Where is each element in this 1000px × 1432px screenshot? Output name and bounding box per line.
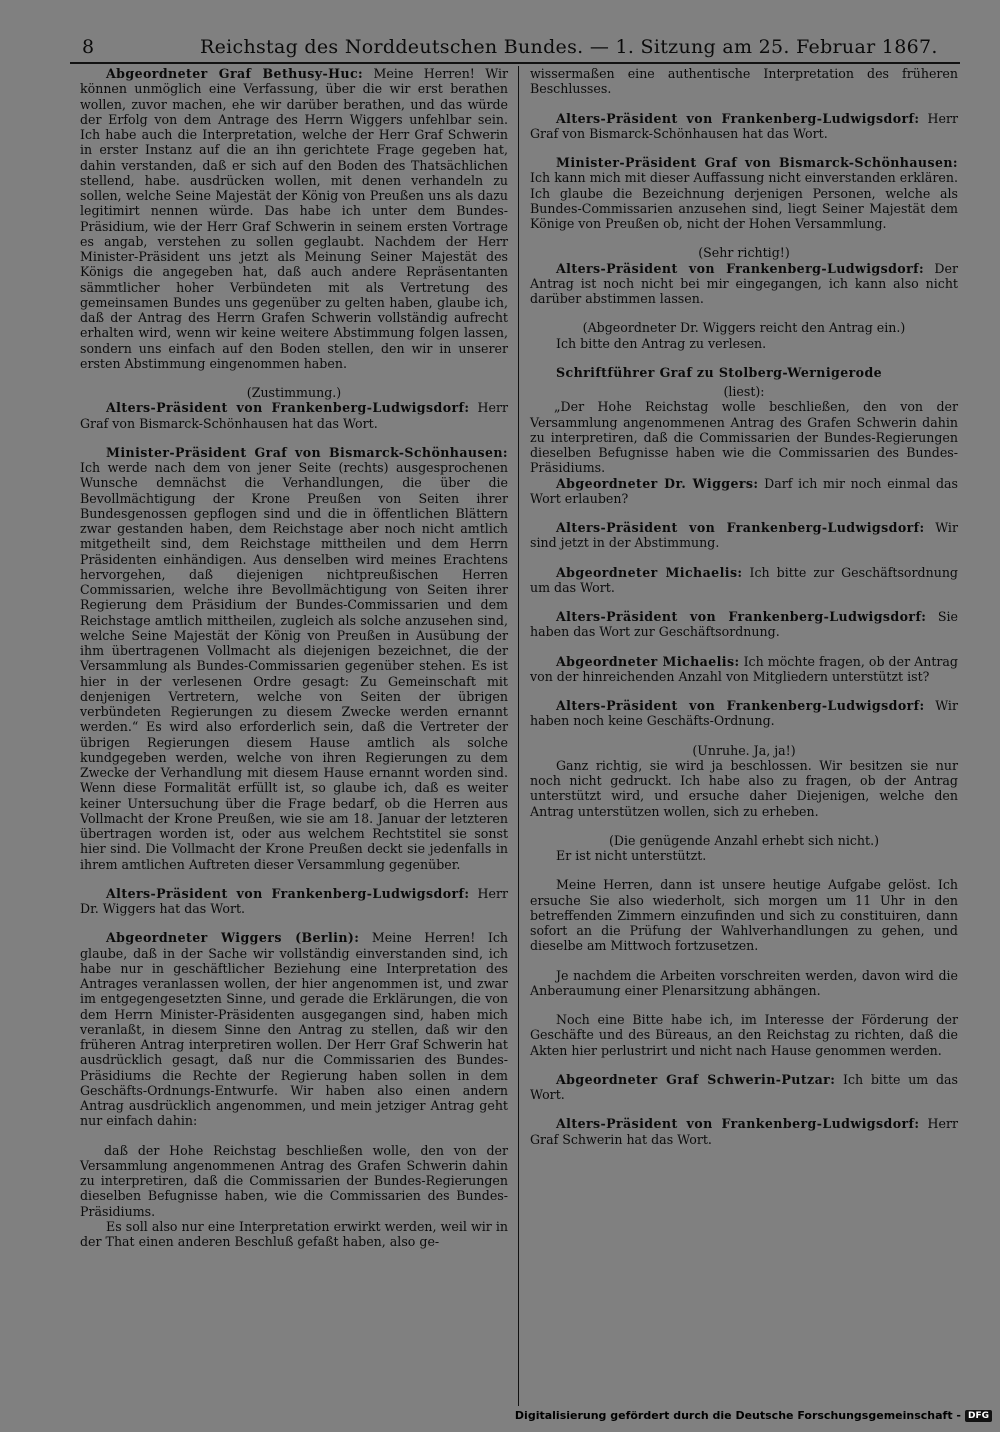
- speech-text: Herr Graf Schwerin hat das Wort.: [530, 1116, 958, 1147]
- speech-text: Ich werde nach dem von jener Seite (rechts) ausgesprochenen Wunsche demnächst die Verhandlungen, die über die Bevollmächtigung der Krone Preußen von Seiten ihrer Bundesgenossen gepflogen sind und die in öffentlichen Blättern zwar gestanden haben, dem Reichstage aber noch nicht amtlich mitgetheilt sind, dem Reichstage mittheilen und dem Herrn Präsidenten einhändigen. Aus denselben wird meines Erachtens hervorgehen, daß diejenigen nichtpreußischen Herren Commissarien, welche ihre Bevollmächtigung von Seiten ihrer Regierung dem Präsidium der Bundes-Commissarien und dem Reichstage amtlich mittheilen, zugleich als solche anzusehen sind, welche Seine Majestät der König von Preußen in Ausübung der ihm übertragenen Vollmacht als diejenigen bezeichnet, die der Versammlung als Bundes-Commissarien gegenüber stehen. Es ist hier in der verlesenen Ordre gesagt: Zu Gemeinschaft mit denjenigen Vertretern, welche von Seiten der übrigen verbündeten Regierungen zu diesem Zwecke werden ernannt werden.“ Es wird also erforderlich sein, daß die Vertreter der übrigen Regierungen diesem Hause amtlich als solche kundgegeben werden, welche von ihren Regierungen zu dem Zwecke der Verhandlung mit diesem Hause ernannt worden sind. Wenn diese Formalität erfüllt ist, so glaube ich, daß es weiter keiner Untersuchung über die Frage bedarf, ob die Herren aus Vollmacht der Krone Preußen, wie sie am 18. Januar der letzteren übertragen worden ist, oder aus welchem Rechtstitel sie sonst hier sind. Die Vollmacht der Krone Preußen deckt sie jedenfalls in ihrem amtlichen Auftreten dieser Versammlung gegenüber.: [80, 460, 508, 872]
- speech-text: Ich bitte zur Geschäftsordnung um das Wort.: [530, 564, 958, 595]
- speaker-name: Alters-Präsident von Frankenberg-Ludwigsdorf:: [556, 260, 924, 276]
- speech-paragraph: [530, 520, 958, 551]
- paragraph: Noch eine Bitte habe ich, im Interesse der Förderung der Geschäfte und des Büreaus, an den Reichstag zu richten, daß die Akten hier perlustrirt und nicht nach Hause genommen werden.: [530, 1012, 958, 1058]
- speech-paragraph: [80, 66, 508, 371]
- speech-paragraph: [530, 111, 958, 142]
- speaker-name: Abgeordneter Graf Bethusy-Huc:: [106, 66, 364, 81]
- speaker-name: Minister-Präsident Graf von Bismarck-Schönhausen:: [106, 444, 508, 460]
- speaker-name: Schriftführer Graf zu Stolberg-Wernigerode: [556, 364, 883, 380]
- quoted-motion: daß der Hohe Reichstag beschließen wolle, den von der Versammlung angenommenen Antrag des Grafen Schwerin dahin zu interpretiren, daß die Commissarien der Bundes-Regierungen dieselben Befugnisse haben, wie die Commissarien des Bundes-Präsidiums.: [80, 1142, 508, 1219]
- speech-paragraph: [80, 400, 508, 431]
- speaker-name: Abgeordneter Wiggers (Berlin):: [106, 930, 360, 946]
- page-title: Reichstag des Norddeutschen Bundes. — 1. Sitzung am 25. Februar 1867.: [200, 36, 938, 58]
- paragraph: Meine Herren, dann ist unsere heutige Aufgabe gelöst. Ich ersuche Sie also wiederholt, sich morgen um 11 Uhr in den betreffenden Zimmern einzufinden und sich zu constituiren, dann sofort an die Prüfung der Wahlverhandlungen zu gehen, und dieselbe am Mittwoch fortzusetzen.: [530, 877, 958, 954]
- paragraph: Je nachdem die Arbeiten vorschreiten werden, davon wird die Anberaumung einer Plenarsitzung abhängen.: [530, 967, 958, 998]
- speech-text: Wir sind jetzt in der Abstimmung.: [530, 520, 958, 551]
- speech-text: Ich kann mich mit dieser Auffassung nicht einverstanden erklären. Ich glaube die Bezeichnung derjenigen Personen, welche als Bundes-Commissarien anzusehen sind, liegt Seiner Majestät dem Könige von Preußen ob, nicht der Hohen Versammlung.: [530, 170, 958, 231]
- speech-text: Herr Graf von Bismarck-Schönhausen hat das Wort.: [80, 400, 508, 431]
- speaker-name: Alters-Präsident von Frankenberg-Ludwigsdorf:: [106, 400, 470, 416]
- speech-text: Meine Herren! Wir können unmöglich eine Verfassung, über die wir erst berathen wollen, zuvor machen, ehe wir darüber berathen, und das würde der Erfolg von dem Antrage des Herrn Wiggers unfehlbar sein. Ich habe auch die Interpretation, welche der Herr Graf Schwerin in erster Instanz auf die an ihn gerichtete Frage gegeben hat, dahin verstanden, daß er sich auf den Boden des Thatsächlichen stellend, habe. ausdrücken wollen, mit denen verhandeln zu sollen, welche Seine Majestät der König von Preußen uns als dazu legitimirt nennen würde. Das habe ich unter dem Bundes-Präsidium, wie der Herr Graf Schwerin in seinem ersten Vortrage es angab, verstehen zu sollen geglaubt. Nachdem der Herr Minister-Präsident uns jetzt als Meinung Seiner Majestät des Königs die angegeben hat, daß auch andere Repräsentanten sämmtlicher hoher Verbündeten mit als Vertretung des gemeinsamen Bundes uns gegenüber zu gelten haben, glaube ich, daß der Antrag des Herrn Grafen Schwerin vollständig aufrecht erhalten wird, wenn wir keine weitere Abstimmung folgen lassen, sondern uns einfach auf den Boden stellen, den wir in unserer ersten Abstimmung eingenommen haben.: [80, 66, 508, 371]
- dfg-logo: DFG: [965, 1410, 992, 1422]
- speaker-name: Alters-Präsident von Frankenberg-Ludwigsdorf:: [556, 520, 925, 535]
- speech-text: Meine Herren! Ich glaube, daß in der Sache wir vollständig einverstanden sind, ich habe nur in geschäftlicher Beziehung eine Interpretation des Antrages veranlassen wollen, der hier angenommen ist, und zwar im entgegengesetzten Sinne, und gerade die Erklärungen, die von dem Herrn Minister-Präsidenten ausgegangen sind, haben mich veranlaßt, in diesem Sinne den Antrag zu stellen, daß wir den früheren Antrag interpretiren wollen. Der Herr Graf Schwerin hat ausdrücklich gesagt, daß nur die Commissarien des Bundes-Präsidiums die Rechte der Regierung haben sollen in dem Geschäfts-Ordnungs-Entwurfe. Wir haben also einen andern Antrag ausdrücklich angenommen, und mein jetziger Antrag geht nur einfach dahin:: [80, 930, 509, 1129]
- speech-paragraph: [80, 930, 508, 1128]
- speech-paragraph: [530, 698, 958, 729]
- stage-direction: (Die genügende Anzahl erhebt sich nicht.): [609, 832, 879, 848]
- page-header: [70, 36, 960, 64]
- speaker-name: Abgeordneter Graf Schwerin-Putzar:: [556, 1071, 836, 1087]
- speech-paragraph: [530, 155, 958, 231]
- speech-paragraph: [530, 476, 958, 507]
- stage-direction: (Abgeordneter Dr. Wiggers reicht den Antrag ein.): [582, 320, 906, 336]
- speech-paragraph: [530, 654, 958, 685]
- paragraph: Er ist nicht unterstützt.: [556, 848, 707, 863]
- speech-text: Herr Dr. Wiggers hat das Wort.: [80, 885, 508, 916]
- stage-direction: (Sehr richtig!): [698, 245, 790, 261]
- page-number: 8: [82, 36, 95, 58]
- speech-paragraph: [530, 261, 958, 307]
- left-column: [80, 66, 508, 1263]
- quoted-motion: „Der Hohe Reichstag wolle beschließen, den von der Versammlung angenommenen Antrag des Grafen Schwerin dahin zu interpretiren, daß die Commissarien der Bundes-Regierungen dieselben Befugnisse haben wie die Commissarien des Bundes-Präsidiums.: [530, 399, 958, 476]
- paragraph: Es soll also nur eine Interpretation erwirkt werden, weil wir in der That einen anderen Beschluß gefaßt haben, also ge-: [80, 1218, 508, 1249]
- speech-text: Sie haben das Wort zur Geschäftsordnung.: [530, 609, 958, 640]
- speech-text: Darf ich mir noch einmal das Wort erlauben?: [530, 475, 958, 506]
- paragraph: Ich bitte den Antrag zu verlesen.: [556, 335, 767, 351]
- speaker-name: Alters-Präsident von Frankenberg-Ludwigsdorf:: [556, 110, 920, 126]
- footer-text: Digitalisierung gefördert durch die Deutsche Forschungsgemeinschaft -: [514, 1409, 961, 1422]
- right-column: [530, 66, 958, 1161]
- speech-paragraph: [530, 565, 958, 596]
- speech-text: Herr Graf von Bismarck-Schönhausen hat das Wort.: [530, 110, 958, 141]
- speech-text: Wir haben noch keine Geschäfts-Ordnung.: [530, 698, 958, 729]
- speech-paragraph: [530, 1116, 958, 1147]
- speaker-name: Alters-Präsident von Frankenberg-Ludwigsdorf:: [556, 698, 925, 713]
- speech-paragraph: [530, 609, 958, 640]
- speech-text: Ich möchte fragen, ob der Antrag von der hinreichenden Anzahl von Mitgliedern unterstützt ist?: [530, 653, 958, 684]
- stage-direction: (liest):: [723, 384, 765, 399]
- speaker-name: Minister-Präsident Graf von Bismarck-Schönhausen:: [556, 155, 958, 170]
- speech-text: Der Antrag ist noch nicht bei mir eingegangen, ich kann also nicht darüber abstimmen lassen.: [530, 260, 958, 306]
- stage-direction: (Zustimmung.): [246, 385, 342, 400]
- speaker-name: Alters-Präsident von Frankenberg-Ludwigsdorf:: [556, 609, 927, 624]
- speaker-name: Abgeordneter Michaelis:: [556, 653, 740, 669]
- stage-direction: (Unruhe. Ja, ja!): [692, 742, 796, 758]
- column-divider: [518, 66, 519, 1406]
- footer: [515, 1409, 992, 1422]
- speaker-name: Abgeordneter Michaelis:: [556, 564, 743, 580]
- speech-paragraph: [80, 445, 508, 872]
- speaker-name: Abgeordneter Dr. Wiggers:: [556, 475, 759, 491]
- paragraph: Ganz richtig, sie wird ja beschlossen. Wir besitzen sie nur noch nicht gedruckt. Ich habe also zu fragen, ob der Antrag unterstützt wird, und ersuche daher Diejenigen, welche den Antrag unterstützen wollen, sich zu erheben.: [530, 757, 958, 819]
- speech-paragraph: [80, 886, 508, 917]
- speaker-name: Alters-Präsident von Frankenberg-Ludwigsdorf:: [556, 1116, 920, 1132]
- speech-paragraph: [530, 1072, 958, 1103]
- speaker-line: [530, 365, 958, 380]
- paragraph: wissermaßen eine authentische Interpretation des früheren Beschlusses.: [530, 66, 958, 97]
- speaker-name: Alters-Präsident von Frankenberg-Ludwigsdorf:: [106, 885, 470, 901]
- speech-text: Ich bitte um das Wort.: [530, 1071, 958, 1102]
